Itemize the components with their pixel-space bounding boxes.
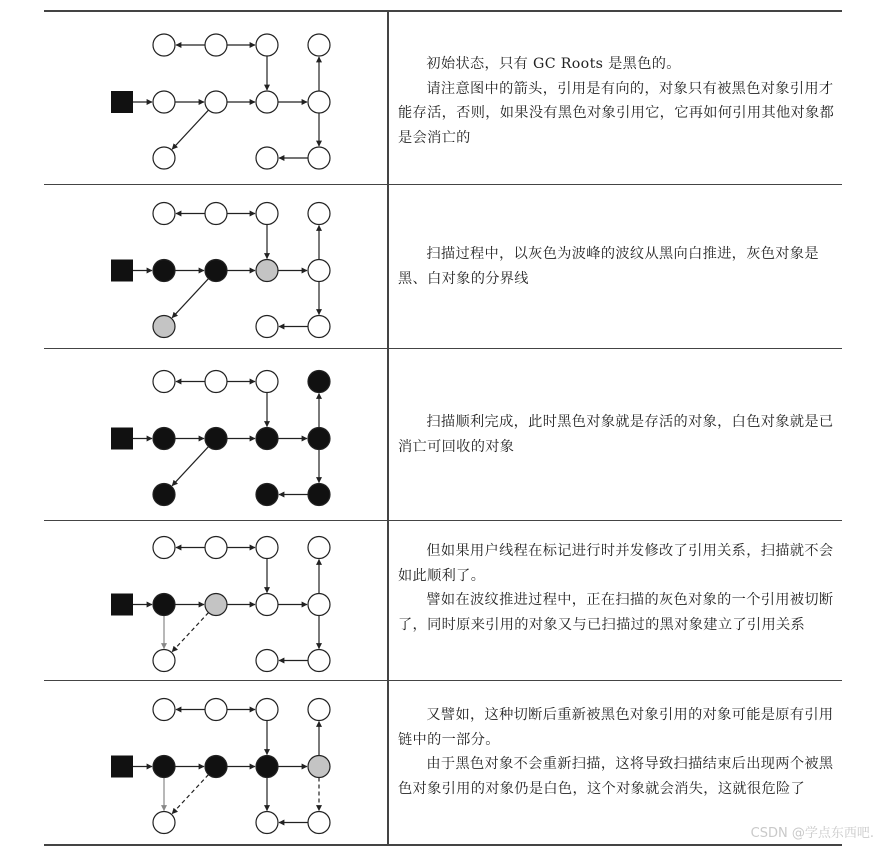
object-node-white xyxy=(308,203,330,225)
object-node-black xyxy=(153,594,175,616)
reference-graph xyxy=(44,349,387,520)
object-node-white xyxy=(308,316,330,338)
row-description xyxy=(398,410,838,459)
object-node-white xyxy=(308,537,330,559)
description-paragraph: 由于黑色对象不会重新扫描，这将导致扫描结束后出现两个被黑色对象引用的对象仍是白色，这个对象就会消失，这就很危险了 xyxy=(398,756,834,797)
reference-arrow xyxy=(172,279,208,318)
object-node-gray xyxy=(205,594,227,616)
description-paragraph: 譬如在波纹推进过程中，正在扫描的灰色对象的一个引用被切断了，同时原来引用的对象又与已扫描过的黑对象建立了引用关系 xyxy=(398,592,834,633)
object-node-white xyxy=(256,316,278,338)
object-node-white xyxy=(205,203,227,225)
object-node-black xyxy=(205,756,227,778)
comparison-table xyxy=(44,10,842,846)
gc-root-square xyxy=(111,91,133,113)
object-node-white xyxy=(256,371,278,393)
reference-graph xyxy=(44,185,387,348)
row-scanning xyxy=(44,185,842,348)
object-node-white xyxy=(308,91,330,113)
description-paragraph: 扫描过程中，以灰色为波峰的波纹从黑向白推进，灰色对象是黑、白对象的分界线 xyxy=(398,246,819,287)
object-node-white xyxy=(153,91,175,113)
object-node-white xyxy=(256,203,278,225)
object-node-white xyxy=(308,34,330,56)
row-object-lost xyxy=(44,681,842,844)
reference-arrow xyxy=(172,110,208,149)
object-node-white xyxy=(308,147,330,169)
row-description xyxy=(398,539,838,637)
description-paragraph: 但如果用户线程在标记进行时并发修改了引用关系，扫描就不会如此顺利了。 xyxy=(398,543,834,584)
row-concurrent-modification xyxy=(44,521,842,680)
object-node-black xyxy=(205,428,227,450)
reference-graph xyxy=(44,12,387,184)
object-node-white xyxy=(153,371,175,393)
object-node-white xyxy=(256,537,278,559)
object-node-white xyxy=(153,34,175,56)
object-node-white xyxy=(308,699,330,721)
object-node-white xyxy=(153,203,175,225)
object-node-white xyxy=(153,147,175,169)
description-paragraph: 初始状态，只有 GC Roots 是黑色的。 xyxy=(426,56,681,72)
object-node-white xyxy=(308,594,330,616)
reference-arrow xyxy=(172,447,208,486)
object-node-black xyxy=(308,428,330,450)
object-node-black xyxy=(256,428,278,450)
table-bottom-border xyxy=(44,844,842,846)
row-description xyxy=(398,242,838,291)
watermark: CSDN @学点东西吧. xyxy=(750,826,874,841)
row-description xyxy=(398,52,838,150)
object-node-white xyxy=(153,812,175,834)
object-node-black xyxy=(205,260,227,282)
object-node-gray xyxy=(256,260,278,282)
object-node-black xyxy=(153,260,175,282)
object-node-white xyxy=(153,537,175,559)
gc-root-square xyxy=(111,428,133,450)
row-scan-complete xyxy=(44,349,842,520)
description-paragraph: 又譬如，这种切断后重新被黑色对象引用的对象可能是原有引用链中的一部分。 xyxy=(398,707,834,748)
object-node-black xyxy=(308,371,330,393)
object-node-gray xyxy=(308,756,330,778)
description-paragraph: 扫描顺利完成，此时黑色对象就是存活的对象，白色对象就是已消亡可回收的对象 xyxy=(398,414,834,455)
object-node-white xyxy=(205,91,227,113)
row-initial-state xyxy=(44,12,842,184)
object-node-white xyxy=(205,371,227,393)
new-reference-arrow xyxy=(172,613,208,652)
description-paragraph: 请注意图中的箭头，引用是有向的，对象只有被黑色对象引用才能存活，否则，如果没有黑色对象引用它，它再如何引用其他对象都是会消亡的 xyxy=(398,80,835,146)
object-node-black xyxy=(256,484,278,506)
object-node-white xyxy=(205,537,227,559)
object-node-white xyxy=(205,34,227,56)
object-node-white xyxy=(256,147,278,169)
object-node-white xyxy=(256,594,278,616)
gc-root-square xyxy=(111,756,133,778)
object-node-white xyxy=(153,650,175,672)
object-node-white xyxy=(308,812,330,834)
object-node-black xyxy=(308,484,330,506)
object-node-white xyxy=(153,699,175,721)
object-node-black xyxy=(256,756,278,778)
object-node-black xyxy=(153,756,175,778)
object-node-white xyxy=(256,812,278,834)
object-node-white xyxy=(308,650,330,672)
new-reference-arrow xyxy=(172,775,208,814)
object-node-black xyxy=(153,484,175,506)
object-node-black xyxy=(153,428,175,450)
object-node-white xyxy=(308,260,330,282)
object-node-white xyxy=(256,699,278,721)
gc-root-square xyxy=(111,594,133,616)
object-node-white xyxy=(256,650,278,672)
object-node-white xyxy=(205,699,227,721)
reference-graph xyxy=(44,521,387,680)
row-description xyxy=(398,703,838,801)
object-node-white xyxy=(256,34,278,56)
object-node-white xyxy=(256,91,278,113)
gc-root-square xyxy=(111,260,133,282)
reference-graph xyxy=(44,681,387,844)
object-node-gray xyxy=(153,316,175,338)
